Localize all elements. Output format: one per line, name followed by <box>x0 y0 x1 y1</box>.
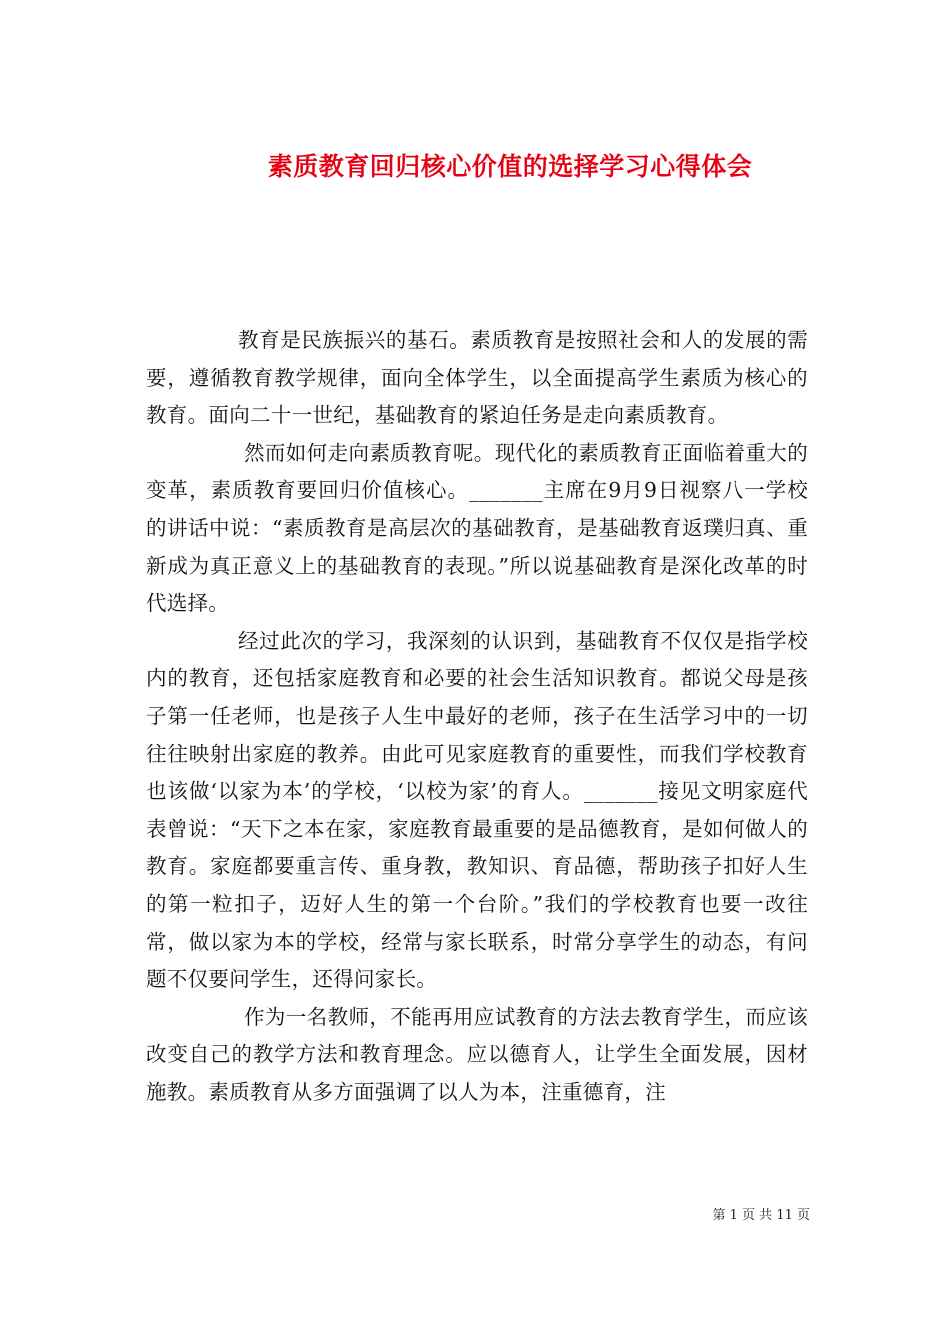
paragraph-4: 作为一名教师，不能再用应试教育的方法去教育学生，而应该改变自己的教学方法和教育理念。应以德育人，让学生全面发展，因材施教。素质教育从多方面强调了以人为本，注重德育，注 <box>146 1004 808 1104</box>
page-title: 素质教育回归核心价值的选择学习心得体会 <box>267 151 753 181</box>
page-number-footer: 第 1 页 共 11 页 <box>712 1208 810 1223</box>
paragraph-3: 经过此次的学习，我深刻的认识到，基础教育不仅仅是指学校内的教育，还包括家庭教育和必要的社会生活知识教育。都说父母是孩子第一任老师，也是孩子人生中最好的老师，孩子在生活学习中的一切往往映射出家庭的教养。由此可见家庭教育的重要性，而我们学校教育也该做‘以家为本’的学校，‘以校为家’的育人。_______接见文明家庭代表曾说：“天下之本在家，家庭教育最重要的是品德教育，是如何做人的教育。家庭都要重言传、重身教，教知识、育品德，帮助孩子扣好人生的第一粒扣子，迈好人生的第一个台阶。”我们的学校教育也要一改往常，做以家为本的学校，经常与家长联系，时常分享学生的动态，有问题不仅要问学生，还得问家长。 <box>146 628 808 992</box>
paragraph-1: 教育是民族振兴的基石。素质教育是按照社会和人的发展的需要，遵循教育教学规律，面向全体学生，以全面提高学生素质为核心的教育。面向二十一世纪，基础教育的紧迫任务是走向素质教育。 <box>146 328 808 428</box>
paragraph-2: 然而如何走向素质教育呢。现代化的素质教育正面临着重大的变革，素质教育要回归价值核心。_______主席在9月9日视察八一学校的讲话中说：“素质教育是高层次的基础教育，是基础教育返璞归真、重新成为真正意义上的基础教育的表现。”所以说基础教育是深化改革的时代选择。 <box>146 440 808 616</box>
document-body <box>146 322 808 1111</box>
